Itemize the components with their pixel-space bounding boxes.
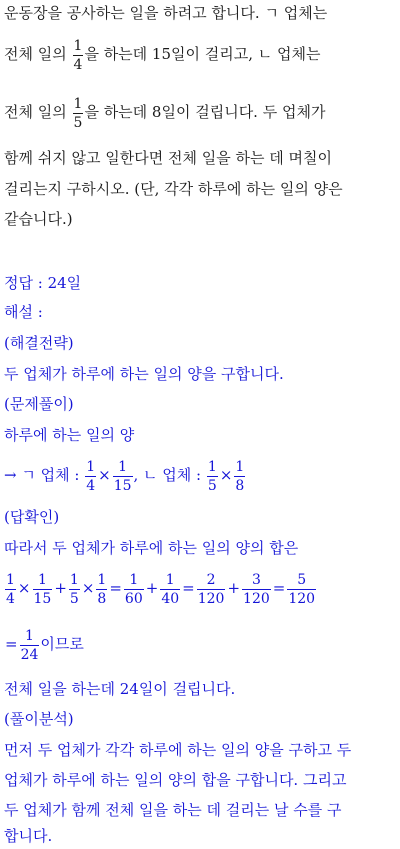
solve-text: 하루에 하는 일의 양 [4,426,135,444]
denominator: 120 [288,590,316,607]
numerator: 3 [242,573,271,590]
denominator: 24 [20,646,39,663]
fraction-one-quarter [73,39,84,72]
fraction [197,573,226,606]
strategy-text: 두 업체가 하루에 하는 일의 양을 구합니다. [4,365,284,383]
text: → ㄱ 업체 : [4,466,80,484]
fraction [160,573,180,606]
equals-sign: = [272,579,286,597]
numerator: 5 [287,573,316,590]
analysis-line-4: 합니다. [4,827,53,845]
answer: 정답 : 24일 [4,274,82,292]
fraction [33,573,53,606]
text: 전체 일의 [4,45,67,63]
equals-sign: = [5,635,18,653]
text: 을 하는데 8일이 걸립니다. 두 업체가 [84,103,326,121]
text: 이므로 [40,635,84,653]
fraction [242,573,271,606]
fraction [234,460,245,493]
times-sign: × [98,466,111,484]
problem-line-4: 함께 쉬지 않고 일한다면 전체 일을 하는 데 며칠이 [4,149,332,167]
denominator: 8 [235,477,245,494]
denominator: 5 [73,114,83,131]
analysis-line-2: 업체가 하루에 하는 일의 양의 합을 구합니다. 그리고 [4,771,347,789]
fraction [85,460,96,493]
numerator: 1 [86,458,96,475]
numerator: 1 [73,95,83,112]
fraction-one-fifth [73,97,84,130]
text: 전체 일의 [4,103,67,121]
plus-sign: + [145,579,159,597]
numerator: 1 [97,571,107,588]
denominator: 4 [6,590,15,607]
fraction [5,573,16,606]
text: , ㄴ 업체 : [133,466,202,484]
fraction [287,573,316,606]
fraction [124,573,144,606]
denominator: 15 [113,477,132,494]
numerator: 1 [207,458,217,475]
solve-heading: (문제풀이) [4,395,74,413]
denominator: 120 [197,590,225,607]
conclusion: 전체 일을 하는데 24일이 걸립니다. [4,680,236,698]
problem-line-3 [4,92,396,132]
denominator: 4 [86,477,96,494]
numerator: 2 [197,573,226,590]
fraction [113,460,133,493]
analysis-line-1: 먼저 두 업체가 각각 하루에 하는 일의 양을 구하고 두 [4,741,352,759]
denominator: 40 [161,590,180,607]
explanation-heading: 해설 : [4,303,43,321]
denominator: 8 [97,590,107,607]
text: 을 하는데 15일이 걸리고, ㄴ 업체는 [84,45,321,63]
numerator: 1 [69,571,79,588]
analysis-line-3: 두 업체가 함께 전체 일을 하는 데 걸리는 날 수를 구 [4,801,342,819]
equals-sign: = [182,579,195,597]
numerator: 1 [124,573,144,590]
problem-line-5: 걸리는지 구하시오. (단, 각각 하루에 하는 일의 양은 [4,180,343,198]
plus-sign: + [227,579,241,597]
strategy-heading: (해결전략) [4,334,74,352]
numerator: 1 [235,458,245,475]
numerator: 1 [160,573,180,590]
numerator: 1 [73,37,83,54]
equals-sign: = [109,579,122,597]
check-text: 따라서 두 업체가 하루에 하는 일의 양의 합은 [4,539,299,557]
result-equation [4,624,396,664]
problem-line-6: 같습니다.) [4,210,73,228]
numerator: 1 [6,571,15,588]
denominator: 5 [207,477,217,494]
denominator: 60 [124,590,143,607]
fraction [96,573,107,606]
times-sign: × [219,466,233,484]
numerator: 1 [113,460,133,477]
numerator: 1 [20,629,40,646]
denominator: 5 [69,590,79,607]
analysis-heading: (풀이분석) [4,710,74,728]
problem-line-2 [4,34,396,74]
times-sign: × [81,579,95,597]
plus-sign: + [54,579,67,597]
fraction [69,573,80,606]
denominator: 15 [33,590,52,607]
sum-equation [4,568,396,608]
fraction [207,460,218,493]
check-heading: (답확인) [4,508,60,526]
denominator: 120 [243,590,270,607]
fraction-one-24th [20,629,40,662]
denominator: 4 [73,56,83,73]
numerator: 1 [33,573,53,590]
problem-line-1: 운동장을 공사하는 일을 하려고 합니다. ㄱ 업체는 [4,4,328,22]
times-sign: × [17,579,31,597]
daily-work-expression [4,455,396,495]
